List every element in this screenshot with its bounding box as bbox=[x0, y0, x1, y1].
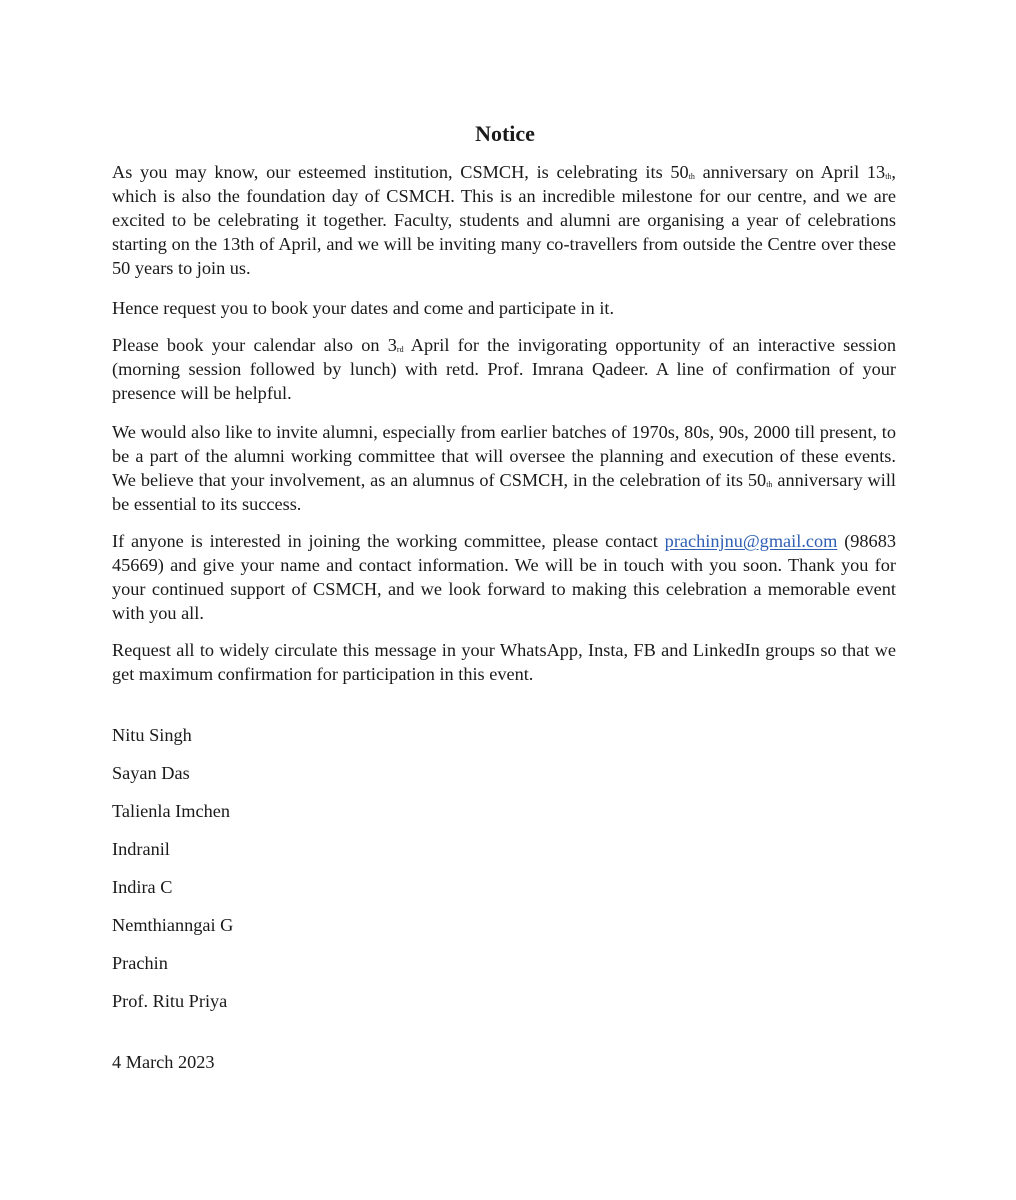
notice-title: Notice bbox=[475, 121, 535, 146]
ordinal-suffix: th bbox=[766, 480, 773, 489]
signatory: Indira C bbox=[112, 877, 173, 897]
signatory: Prachin bbox=[112, 953, 168, 973]
paragraph-book-dates: Hence request you to book your dates and come and participate in it. bbox=[112, 298, 615, 318]
paragraph-session-text-a: Please book your calendar also on 3 bbox=[112, 335, 397, 355]
notice-date: 4 March 2023 bbox=[112, 1052, 215, 1072]
ordinal-suffix: th bbox=[688, 172, 695, 181]
email-link[interactable]: prachinjnu@gmail.com bbox=[664, 531, 838, 551]
paragraph-contact-text-b: (98683 45669) and give your name and contact information. We will be in touch with you soon. Thank you for your continued support of CSMCH, and we look forward to making this celebration a memorable event with you all. bbox=[112, 531, 896, 623]
paragraph-alumni-text-a: We would also like to invite alumni, especially from earlier batches of 1970s, 80s, 90s, 2000 till present, to be a part of the alumni working committee that will oversee the planning and execution of these events. We believe that your involvement, as an alumnus of CSMCH, in the celebration of its 50 bbox=[112, 422, 896, 490]
paragraph-session-text-b: April for the invigorating opportunity of an interactive session (morning session followed by lunch) with retd. Prof. Imrana Qadeer. A line of confirmation of your presence will be helpful. bbox=[112, 335, 896, 403]
paragraph-contact-text-a: If anyone is interested in joining the working committee, please contact bbox=[112, 531, 665, 551]
paragraph-anniversary-text-b: anniversary on April 13 bbox=[694, 162, 886, 182]
paragraph-interactive-session bbox=[112, 333, 896, 405]
ordinal-suffix: rd bbox=[396, 345, 404, 354]
ordinal-suffix: th bbox=[885, 172, 892, 181]
signatory: Nitu Singh bbox=[112, 725, 192, 745]
signatory: Sayan Das bbox=[112, 763, 190, 783]
signatory: Nemthianngai G bbox=[112, 915, 234, 935]
paragraph-anniversary-text-c: , which is also the foundation day of CSMCH. This is an incredible milestone for our centre, and we are excited to be celebrating it together. Faculty, students and alumni are organising a year of celebrations starting on the 13th of April, and we will be inviting many co-travellers from outside the Centre over these 50 years to join us. bbox=[112, 162, 896, 278]
paragraph-alumni-committee bbox=[112, 420, 896, 516]
paragraph-anniversary bbox=[112, 160, 896, 280]
paragraph-anniversary-text-a: As you may know, our esteemed institution, CSMCH, is celebrating its 50 bbox=[112, 162, 689, 182]
paragraph-contact bbox=[112, 529, 896, 625]
signatory: Talienla Imchen bbox=[112, 801, 230, 821]
paragraph-alumni-text-b: anniversary will be essential to its success. bbox=[112, 470, 896, 514]
paragraph-circulate: Request all to widely circulate this message in your WhatsApp, Insta, FB and LinkedIn groups so that we get maximum confirmation for participation in this event. bbox=[112, 640, 896, 684]
signatory: Indranil bbox=[112, 839, 170, 859]
signatory: Prof. Ritu Priya bbox=[112, 991, 228, 1011]
